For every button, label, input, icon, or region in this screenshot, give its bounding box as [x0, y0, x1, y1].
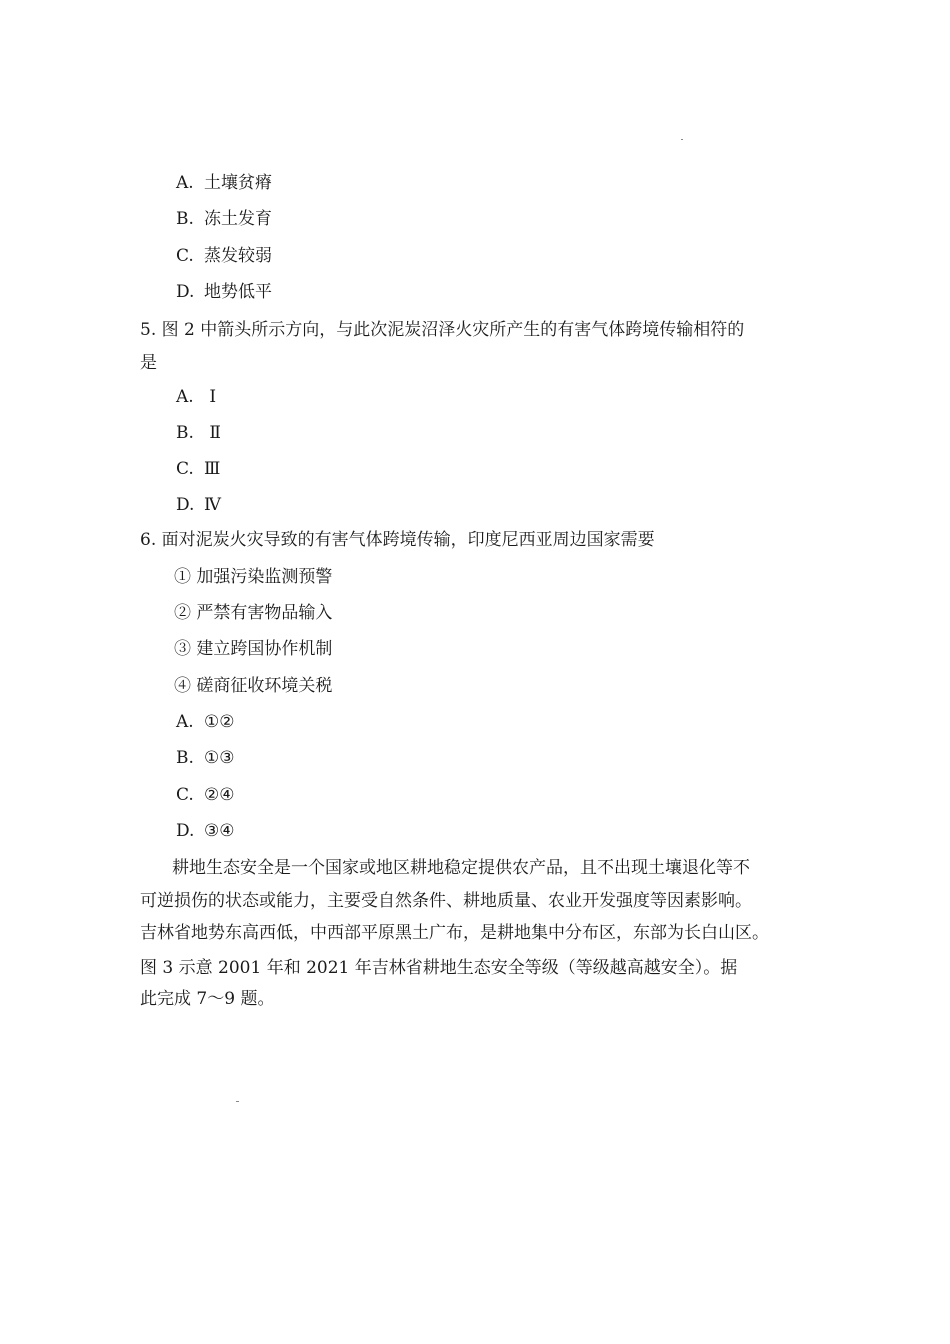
option-label: D. [176, 821, 195, 841]
option-label: B. [176, 423, 194, 443]
q6-statement-2: ② 严禁有害物品输入 [174, 603, 333, 623]
option-text: ③④ [204, 821, 235, 841]
option-label: A. [176, 173, 194, 193]
q4-option-a [176, 172, 272, 194]
q4-option-c [176, 245, 272, 267]
q5-option-d [176, 494, 221, 516]
q5-option-c [176, 458, 220, 480]
option-text: 土壤贫瘠 [204, 173, 272, 193]
option-label: C. [176, 785, 194, 805]
passage-line-2: 可逆损伤的状态或能力，主要受自然条件、耕地质量、农业开发强度等因素影响。 [140, 891, 752, 911]
option-text: Ⅱ [204, 423, 221, 443]
option-text: 冻土发育 [204, 209, 272, 229]
q5-option-a [176, 386, 216, 408]
q4-option-b [176, 208, 272, 230]
option-text: Ⅰ [204, 387, 217, 407]
option-text: Ⅲ [204, 459, 221, 479]
option-label: C. [176, 246, 194, 266]
passage-line-4: 图 3 示意 2001 年和 2021 年吉林省耕地生态安全等级（等级越高越安全）。据 [140, 958, 738, 978]
q6-statement-3: ③ 建立跨国协作机制 [174, 639, 333, 659]
q6-stem: 6. 面对泥炭火灾导致的有害气体跨境传输，印度尼西亚周边国家需要 [140, 530, 655, 550]
q5-stem-line1: 5. 图 2 中箭头所示方向，与此次泥炭沼泽火灾所产生的有害气体跨境传输相符的 [140, 320, 745, 340]
option-text: ①③ [204, 748, 235, 768]
option-label: B. [176, 209, 194, 229]
passage-line-5: 此完成 7～9 题。 [140, 989, 275, 1009]
passage-line-1: 耕地生态安全是一个国家或地区耕地稳定提供农产品，且不出现土壤退化等不 [172, 858, 750, 878]
option-text: Ⅳ [204, 495, 221, 515]
passage-line-3: 吉林省地势东高西低，中西部平原黑土广布，是耕地集中分布区，东部为长白山区。 [140, 923, 769, 943]
option-label: B. [176, 748, 194, 768]
scan-speck [236, 1101, 239, 1102]
q6-option-c [176, 784, 234, 806]
option-text: ②④ [204, 785, 235, 805]
option-label: A. [176, 387, 194, 407]
option-label: D. [176, 495, 195, 515]
option-label: D. [176, 282, 195, 302]
option-label: A. [176, 712, 194, 732]
q6-option-a [176, 711, 234, 733]
q6-statement-1: ① 加强污染监测预警 [174, 567, 333, 587]
q6-option-d [176, 820, 234, 842]
option-label: C. [176, 459, 194, 479]
option-text: 地势低平 [204, 282, 272, 302]
q5-option-b [176, 422, 221, 444]
q4-option-d [176, 281, 272, 303]
q6-option-b [176, 747, 234, 769]
q6-statement-4: ④ 磋商征收环境关税 [174, 676, 333, 696]
q5-stem-line2: 是 [140, 353, 157, 373]
option-text: ①② [204, 712, 235, 732]
scan-speck [681, 139, 683, 140]
option-text: 蒸发较弱 [204, 246, 272, 266]
